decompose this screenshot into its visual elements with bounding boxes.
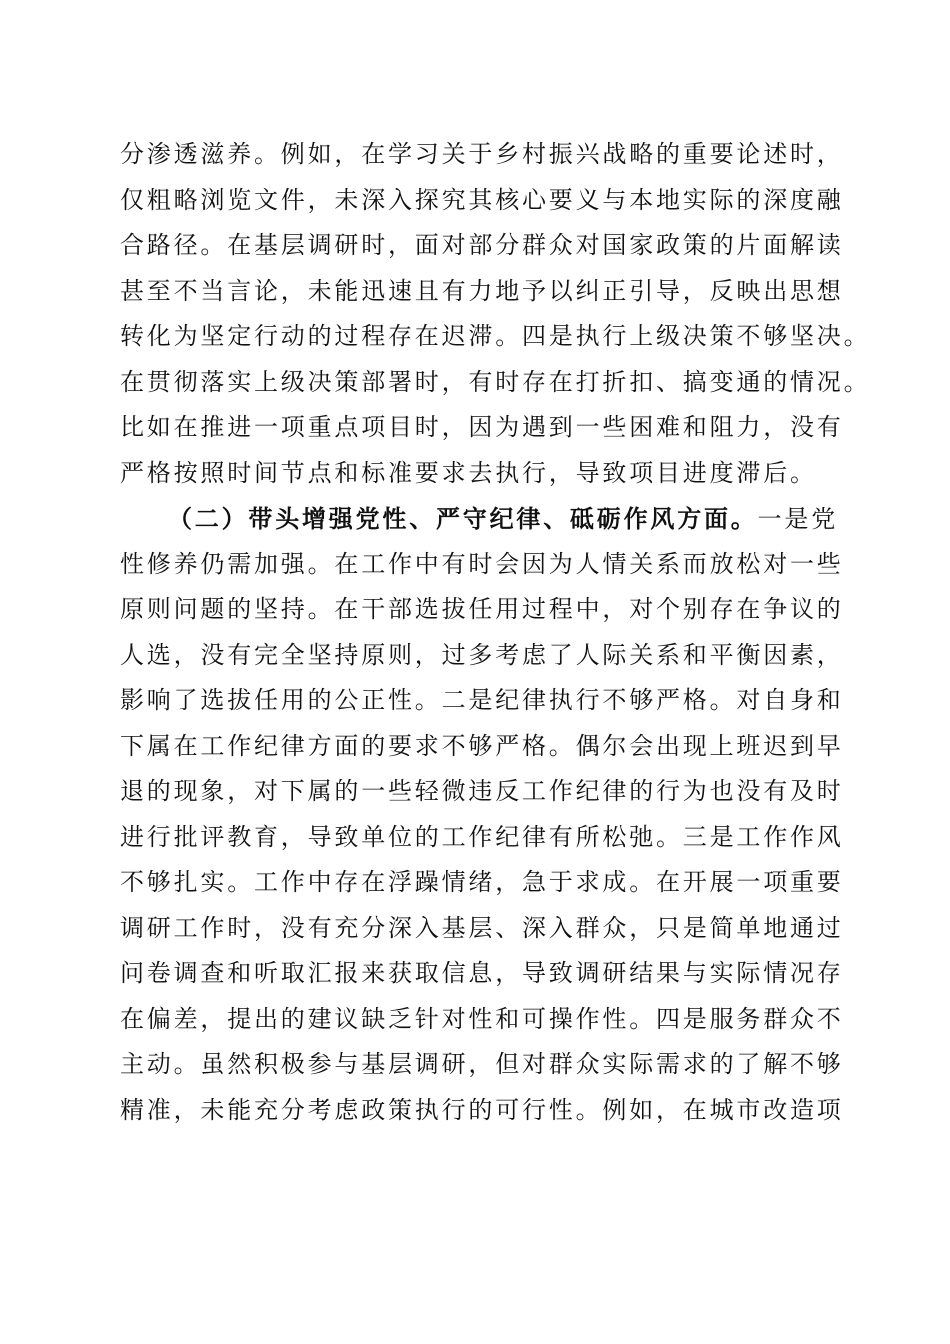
text-line: 仅粗略浏览文件，未深入探究其核心要义与本地实际的深度融 (120, 185, 844, 214)
text-line: 退的现象，对下属的一些轻微违反工作纪律的行为也没有及时 (120, 777, 844, 805)
text-line: 调研工作时，没有充分深入基层、深入群众，只是简单地通过 (120, 913, 844, 942)
text-line: 影响了选拔任用的公正性。二是纪律执行不够严格。对自身和 (120, 686, 844, 714)
text-line: 下属在工作纪律方面的要求不够严格。偶尔会出现上班迟到早 (120, 731, 844, 760)
text-line: 合路径。在基层调研时，面对部分群众对国家政策的片面解读 (120, 231, 844, 259)
text-line: 严格按照时间节点和标准要求去执行，导致项目进度滞后。 (120, 458, 817, 487)
section-first-line-text: 一是党 (757, 505, 839, 533)
section-heading: （二）带头增强党性、严守纪律、砥砺作风方面。 (168, 504, 758, 533)
text-line: 甚至不当言论，未能迅速且有力地予以纠正引导，反映出思想 (120, 276, 844, 305)
text-line: 原则问题的坚持。在干部选拔任用过程中，对个别存在争议的 (120, 595, 844, 623)
text-line: 不够扎实。工作中存在浮躁情绪，急于求成。在开展一项重要 (120, 868, 844, 896)
text-line: 性修养仍需加强。在工作中有时会因为人情关系而放松对一些 (120, 549, 844, 578)
text-line: 人选，没有完全坚持原则，过多考虑了人际关系和平衡因素， (120, 640, 844, 669)
text-line: 在贯彻落实上级决策部署时，有时存在打折扣、搞变通的情况。 (120, 367, 871, 396)
document-body (120, 132, 871, 1133)
section-heading-line (120, 496, 840, 542)
text-line: 分渗透滋养。例如，在学习关于乡村振兴战略的重要论述时， (120, 140, 844, 168)
text-line: 主动。虽然积极参与基层调研，但对群众实际需求的了解不够 (120, 1050, 844, 1078)
text-line: 在偏差，提出的建议缺乏针对性和可操作性。四是服务群众不 (120, 1004, 844, 1033)
text-line: 进行批评教育，导致单位的工作纪律有所松弛。三是工作作风 (120, 822, 844, 851)
text-line: 问卷调查和听取汇报来获取信息，导致调研结果与实际情况存 (120, 959, 844, 987)
text-line: 比如在推进一项重点项目时，因为遇到一些困难和阻力，没有 (120, 413, 844, 441)
text-line: 转化为坚定行动的过程存在迟滞。四是执行上级决策不够坚决。 (120, 322, 871, 350)
text-line: 精准，未能充分考虑政策执行的可行性。例如，在城市改造项 (120, 1095, 844, 1124)
